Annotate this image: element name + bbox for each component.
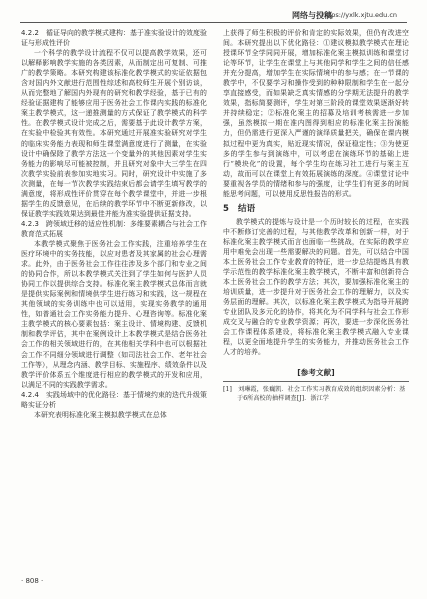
header-divider bbox=[20, 22, 407, 23]
journal-url: https://yxlk.xjtu.edu.cn bbox=[322, 11, 398, 19]
page-number: · 808 · bbox=[21, 577, 44, 585]
body-paragraph: 本教学模式聚焦于医务社会工作实践，注重培养学生在医疗环境中的实务技能，以应对患者及其家属的社会心理需求。此外，由于医务社会工作往往涉及多个部门和专业之间的协同合作，所以本教学模式关注到了学生如何与医护人员协同工作以提供综合支持。标准化案主教学模式总体而言就是提供实际案例和情境供学生进行练习和实践，这一规程在其他领域的实务训练中也可以适用，实现实务教学的通用性，如普通社会工作实务能力提升、心理咨询等。标准化案主教学模式的核心要素包括：案主设计、情境构建、反馈机制和教学评估，其中在案例设计上本教学模式是结合医务社会工作的相关领域进行的，在其他相关学科中也可以根据社会工作不同细分领域进行调整（如司法社会工作、老年社会工作等），从理念内涵、教学目标、实施程序、绩效条件以及教学评价体系五个维度进行相应的教学模式的开发和应用，以满足不同的实践教学需求。 bbox=[21, 239, 207, 389]
subsection-heading-4-2-2: 4.2.2 循证导向的教学模式建构：基于准实验设计的效度验证与形成性评价 bbox=[21, 29, 207, 48]
subsection-heading-4-2-3: 4.2.3 跨领域迁移的适应性机制：多维要素耦合与社会工作教育范式拓展 bbox=[21, 219, 207, 238]
subsection-heading-4-2-4: 4.2.4 实践场域中的优化路径：基于情境约束的迭代升级策略实证分析 bbox=[21, 390, 207, 409]
page-header bbox=[0, 0, 427, 30]
section-number: 5 bbox=[223, 203, 230, 214]
left-column bbox=[21, 28, 207, 420]
right-column bbox=[223, 28, 409, 403]
body-paragraph: 教学模式的提炼与设计是一个历时较长的过程，在实践中不断修订完善的过程，与其他教学改革和创新一样，对于标准化案主教学模式而言也面临一些挑战，在实际的教学应用中难免会出现一些需要解决的问题。首先，可以结合中国本土医务社会工作专业教育的特征，进一步总结提炼具有教学示范性的教学标准化案主教学模式，不断丰富和创新符合本土医务社会工作的教学方法；其次，要加强标准化案主的培训质量，进一步提升对于医务社会工作的理解力，以及实务层面的理解。其次，以标准化案主教学模式为指导开展跨专业团队及多元化的协作，将其化为不同学科与社会工作形成交叉与融合的专业教学资源；再次，要进一步深化医务社会工作课程体系建设，将标准化案主教学模式融入专业课程，以更全面地提升学生的实务能力，并推动医务社会工作人才的培养。 bbox=[223, 217, 409, 357]
body-paragraph: 一个科学的教学设计流程不仅可以提高教学效果，还可以解释影响教学实施的各类因素，从而制定出可复制、可推广的教学策略。本研究构建该标准化教学模式的实证依据包含对国内外文献进行范围性综述和高校师生开展个别访谈，从而完整地了解国内外现有的研究和教学经验，基于已有的经验证据建构了能够应用于医务社会工作课内实践的标准化案主教学模式，这一递推测量的方式保证了教学模式的科学性。在教学模式设计完成之后，需要基于此设计教学方案，在实验中检验其有效性。本研究通过开展准实验研究对学生的临床实务能力表现和师生课堂满意度进行了测量，在实验设计中确保除了教学方法这一个变量外的其他因素对学生实务能力的影响尽可能被控制，并且研究对象中大三学生在四次教学实验前表参加实地实习。同时，研究设计中实施了多次测量，在每一节次教学实践结束后都会请学生填写教学的满意度，将形成性评价贯穿在每个教学课堂中，并进一步根据学生的反馈意见，在后续的教学环节中不断更新修改，以保证教学实践效果达到最佳并能为准实验提供证据支持。 bbox=[21, 49, 207, 218]
section-heading-conclusion bbox=[223, 204, 409, 214]
body-paragraph: 本研究表明标准化案主模拟教学模式在总体 bbox=[34, 410, 167, 419]
references-title: [参考文献] bbox=[297, 367, 335, 377]
reference-item: [1] 刘琳霞，张巍凯．社会工作实习教育成效的组织因素分析：基于6所高校的抽样调查[J]．浙江学 bbox=[223, 385, 406, 402]
references-divider bbox=[223, 381, 409, 382]
section-title: 结语 bbox=[238, 203, 256, 214]
body-paragraph: 上获得了师生积极的评价和肯定的实际效果，但仍有改进空间。本研究提出以下优化路径：①建议模拟教学模式在理论授课环节全学同同开展，增加标准化案主模拟训练和课堂讨论等环节，让学生在课堂上与其他同学和学生之间的信任感并充分提高，增加学生在实际情境中的参与感；在一节课的教学中，不仅要学习和操作受到的种种限制和学生在一起分享直接感受，而如果缺乏真实情感的分学期无法提升的教学效果，指标简要测评，学生对第三阶段的课堂效果逐渐好转并持续稳定；②标准化案主的招募及培训考核需进一步加强，虽然模拟一期在准内图得到相应的标准化案主扮演能力，但仍需进行更深入严谨的演绎质量把关，确保在课内模拟过程中更为真实，贴近现实情况，保证稳定性；③为使更多的学生参与到演练中，可以考虑在演练环节的基础上进行“模块化”的设置，每个学生均在练习社工进行与案主互动，故而可以在课堂上有效拓展演练的深度。④课堂讨论中要重视各学员的情绪和参与的强度，让学生们有更多的时间能思考问题，可以使用反思性报告的形式。 bbox=[223, 29, 409, 198]
journal-name: 网络与投稿 bbox=[292, 11, 332, 20]
